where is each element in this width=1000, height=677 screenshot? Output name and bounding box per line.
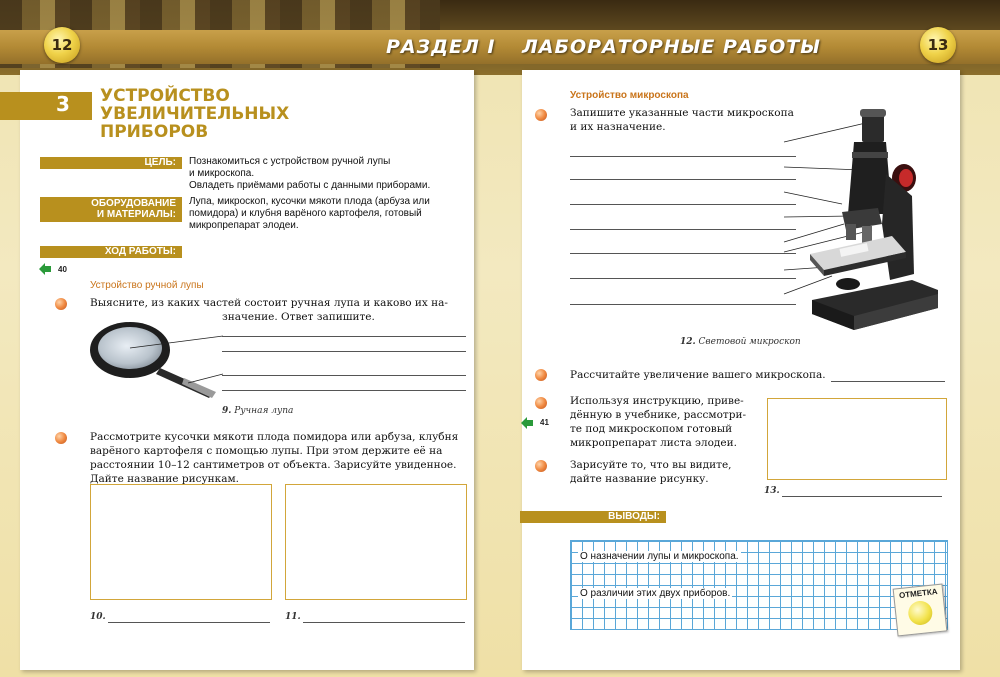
answer-line[interactable] (570, 204, 796, 205)
answer-line[interactable] (570, 278, 796, 279)
answer-line[interactable] (222, 351, 466, 352)
task2-text (90, 430, 470, 486)
grade-label: ОТМЕТКА (898, 587, 938, 601)
equipment-label (40, 197, 182, 222)
task5-text (570, 394, 746, 450)
banner-gold-band (0, 30, 1000, 64)
task-bullet (535, 460, 547, 472)
task4-text: Рассчитайте увеличение вашего микроскопа. (570, 369, 826, 381)
equipment-text-line1: Лупа, микроскоп, кусочки мякоти плода (арбуза или (189, 196, 430, 207)
page-reference-arrow-icon (520, 416, 534, 430)
equipment-text-line3: микропрепарат элодеи. (189, 220, 299, 231)
figure9-caption-text: Ручная лупа (234, 406, 294, 416)
magnification-answer-line[interactable] (831, 381, 945, 382)
answer-line[interactable] (222, 336, 466, 337)
figure9-caption (222, 406, 293, 416)
lesson-title-line2: УВЕЛИЧИТЕЛЬНЫХ (100, 104, 290, 124)
task5-line3: те под микроскопом готовый (570, 423, 733, 435)
task-bullet (535, 109, 547, 121)
goal-text (189, 156, 430, 192)
lesson-title (100, 87, 289, 141)
subheading-magnifier: Устройство ручной лупы (90, 280, 204, 291)
figure10-title-line[interactable] (108, 622, 270, 623)
task2-line3: расстоянии 10–12 сантиметров от объекта. Зарисуйте увиденное. (90, 459, 457, 471)
answer-line[interactable] (570, 253, 796, 254)
task1-line1: Выясните, из каких частей состоит ручная лупа и каково их на- (90, 297, 448, 309)
drawing-frame-13[interactable] (767, 398, 947, 480)
section-title: РАЗДЕЛ I (386, 36, 496, 58)
task5-line4: микропрепарат листа элодеи. (570, 437, 737, 449)
conclusion-prompt-2: О различии этих двух приборов. (580, 588, 731, 599)
lesson-title-line3: ПРИБОРОВ (100, 122, 209, 142)
task-bullet (535, 369, 547, 381)
answer-line[interactable] (570, 304, 796, 305)
task3-line2: и их назначение. (570, 121, 666, 133)
answer-line[interactable] (570, 229, 796, 230)
answer-line[interactable] (222, 390, 466, 391)
task-bullet (535, 397, 547, 409)
task-bullet (55, 432, 67, 444)
lesson-number: 3 (56, 92, 70, 116)
figure11-number: 11. (285, 612, 301, 622)
magnifier-illustration (88, 318, 228, 400)
drawing-frame-11[interactable] (285, 484, 467, 600)
task3-line1: Запишите указанные части микроскопа (570, 107, 794, 119)
task5-line1: Используя инструкцию, приве- (570, 395, 744, 407)
goal-label: ЦЕЛЬ: (40, 157, 182, 169)
conclusion-prompt-1: О назначении лупы и микроскопа. (580, 551, 739, 562)
task2-line4: Дайте название рисункам. (90, 473, 239, 485)
task-bullet (55, 298, 67, 310)
lesson-number-tab (0, 92, 92, 120)
left-page-number: 12 (44, 27, 80, 63)
task6-line2: дайте название рисунку. (570, 473, 709, 485)
task6-line1: Зарисуйте то, что вы видите, (570, 459, 732, 471)
answer-line[interactable] (570, 156, 796, 157)
task1-line2: значение. Ответ запишите. (222, 311, 375, 323)
task6-text (570, 458, 732, 486)
microscope-illustration (782, 104, 942, 340)
figure12-caption (680, 337, 801, 347)
page-reference-number: 41 (540, 418, 549, 427)
goal-text-line3: Овладеть приёмами работы с данными приборами. (189, 180, 431, 191)
equipment-label-line2: И МАТЕРИАЛЫ: (96, 209, 176, 220)
figure13-title-line[interactable] (782, 496, 942, 497)
drawing-frame-10[interactable] (90, 484, 272, 600)
task2-line2: варёного картофеля с помощью лупы. При этом держите её на (90, 445, 443, 457)
conclusions-label: ВЫВОДЫ: (520, 511, 666, 523)
figure12-caption-text: Световой микроскоп (698, 337, 801, 347)
equipment-text-line2: помидора) и клубня варёного картофеля, готовый (189, 208, 422, 219)
page-reference-arrow-icon (38, 262, 52, 276)
answer-line[interactable] (222, 375, 466, 376)
figure9-number: 9. (222, 406, 232, 416)
right-page-number: 13 (920, 27, 956, 63)
figure10-number: 10. (90, 612, 106, 622)
figure12-number: 12. (680, 337, 696, 347)
procedure-label: ХОД РАБОТЫ: (40, 246, 182, 258)
lesson-title-line1: УСТРОЙСТВО (100, 86, 230, 106)
goal-text-line2: и микроскопа. (189, 168, 255, 179)
grade-badge[interactable] (893, 584, 948, 637)
figure13-number: 13. (764, 486, 780, 496)
task5-line2: дённую в учебнике, рассмотри- (570, 409, 746, 421)
task2-line1: Рассмотрите кусочки мякоти плода помидора или арбуза, клубня (90, 431, 459, 443)
grade-circle-icon (907, 600, 933, 626)
equipment-text (189, 196, 430, 232)
answer-line[interactable] (570, 179, 796, 180)
equipment-label-line1: ОБОРУДОВАНИЕ (91, 198, 176, 209)
subheading-microscope: Устройство микроскопа (570, 90, 689, 101)
figure11-title-line[interactable] (303, 622, 465, 623)
goal-text-line1: Познакомиться с устройством ручной лупы (189, 156, 391, 167)
section-subtitle: ЛАБОРАТОРНЫЕ РАБОТЫ (522, 36, 821, 58)
task3-text (570, 106, 794, 134)
page-reference-number: 40 (58, 265, 67, 274)
